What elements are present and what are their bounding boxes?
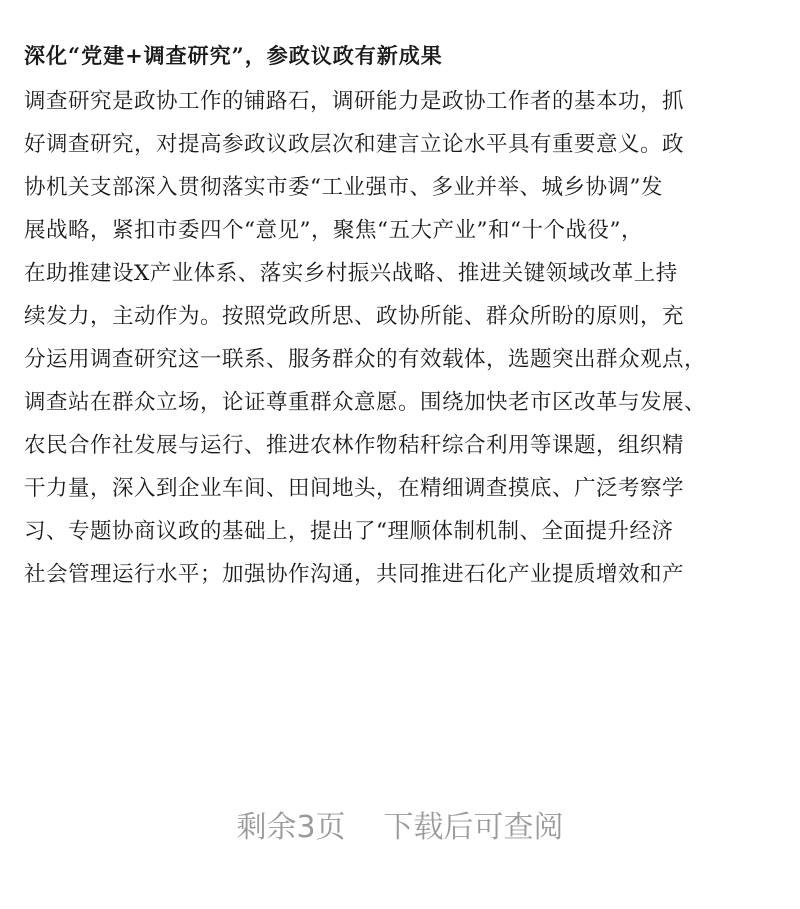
section-heading: 深化“党建+调查研究”，参政议政有新成果 <box>24 43 443 68</box>
download-prompt-button[interactable] <box>0 808 800 848</box>
text-line: 展战略，紧扣市委四个“意见”，聚焦“五大产业”和“十个战役”， <box>24 218 643 243</box>
text-line: 协机关支部深入贯彻落实市委“工业强市、多业并举、城乡协调”发 <box>24 175 663 200</box>
document-page <box>24 0 784 596</box>
text-line: 干力量，深入到企业车间、田间地头，在精细调查摸底、广泛考察学 <box>24 476 685 501</box>
text-line: 调查研究是政协工作的铺路石，调研能力是政协工作者的基本功，抓 <box>24 89 685 114</box>
text-line: 续发力，主动作为。按照党政所思、政协所能、群众所盼的原则，充 <box>24 304 685 329</box>
text-line: 在助推建设X产业体系、落实乡村振兴战略、推进关键领域改革上持 <box>24 261 678 286</box>
text-line: 习、专题协商议政的基础上，提出了“理顺体制机制、全面提升经济 <box>24 519 674 544</box>
remaining-pages-label: 剩余3页 <box>236 810 346 845</box>
text-line: 农民合作社发展与运行、推进农林作物秸秆综合利用等课题，组织精 <box>24 433 685 458</box>
text-line: 社会管理运行水平；加强协作沟通，共同推进石化产业提质增效和产 <box>24 562 685 587</box>
text-line: 分运用调查研究这一联系、服务群众的有效载体，选题突出群众观点， <box>24 347 707 372</box>
text-line: 调查站在群众立场，论证尊重群众意愿。围绕加快老市区改革与发展、 <box>24 390 707 415</box>
download-to-view-label: 下载后可查阅 <box>383 810 564 845</box>
body-text <box>24 80 784 596</box>
text-line: 好调查研究，对提高参政议政层次和建言立论水平具有重要意义。政 <box>24 132 685 157</box>
